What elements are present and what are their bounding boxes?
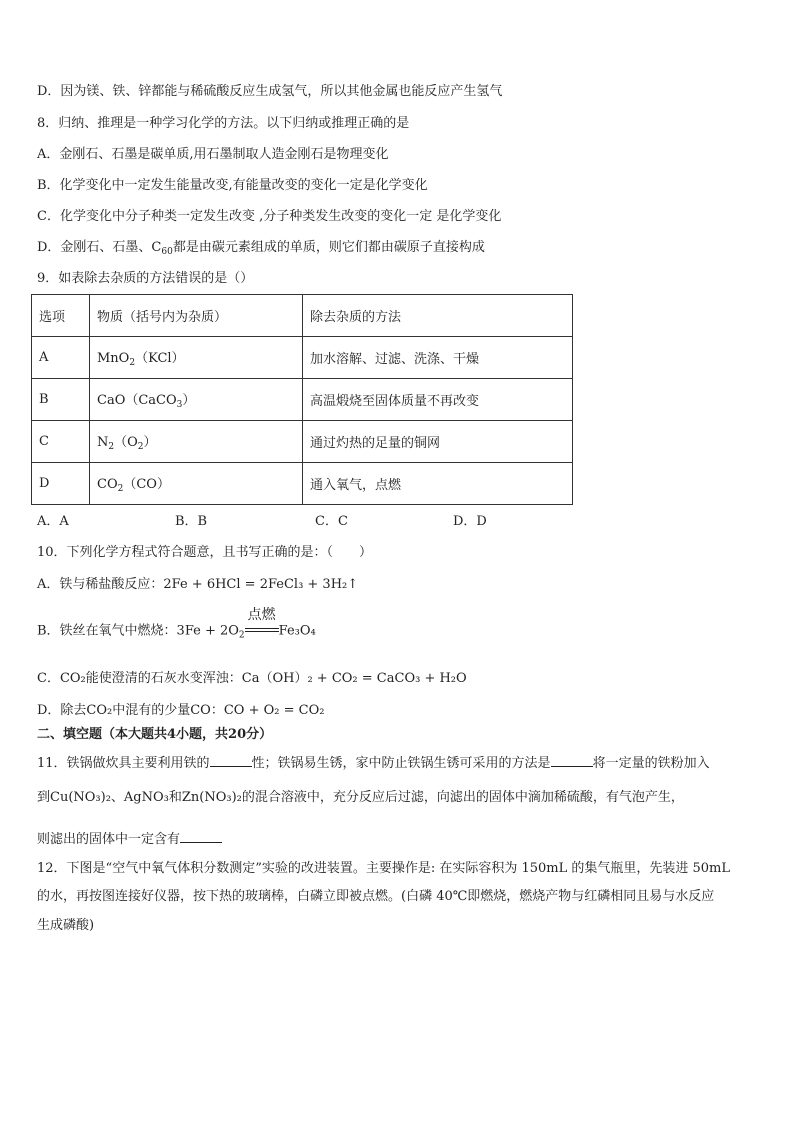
- q8-option-b: B．化学变化中一定发生能量改变,有能量改变的变化一定是化学变化: [37, 178, 428, 193]
- row-substance: MnO$_2$（KCl）: [90, 337, 303, 379]
- table-row: [32, 379, 573, 421]
- row-substance: $CO_2(CO)$: [90, 463, 303, 505]
- q12-line-3: 生成磷酸): [37, 918, 95, 933]
- answer-blank[interactable]: [180, 828, 222, 843]
- q9-stem: 9．如表除去杂质的方法错误的是（）: [37, 271, 254, 286]
- q11-line-3: 则滤出的固体中一定含有: [37, 828, 222, 849]
- q7-option-d: D．因为镁、铁、锌都能与稀硫酸反应生成氢气，所以其他金属也能反应产生氢气: [37, 84, 503, 99]
- q8d-pre: D．金刚石、石墨、C: [37, 240, 162, 255]
- q10-option-b: B．铁丝在氧气中燃烧：$3Fe + 2O_2$ 点燃 Fe₃O₄: [37, 607, 316, 641]
- row-method: 通入氧气，点燃: [303, 463, 573, 505]
- row-option: C: [32, 421, 90, 463]
- table-row: [32, 337, 573, 379]
- table-row: [32, 463, 573, 505]
- q9-option-c: C．C: [315, 514, 348, 529]
- q11-line-1: 11．铁锅做炊具主要利用铁的 性；铁锅易生锈，家中防止铁锅生锈可采用的方法是 将一定量的铁粉加入: [37, 752, 710, 773]
- row-method: 通过灼热的足量的铜网: [303, 421, 573, 463]
- q10-stem: 10．下列化学方程式符合题意，且书写正确的是：（ ）: [37, 545, 373, 560]
- q10-option-a: A．铁与稀盐酸反应：2Fe + 6HCl = 2FeCl₃ + 3H₂↑: [37, 577, 359, 592]
- q8-stem: 8．归纳、推理是一种学习化学的方法。以下归纳或推理正确的是: [37, 116, 410, 131]
- q9-table: [31, 294, 573, 505]
- section-title: 二、填空题（本大题共4小题，共20分）: [37, 727, 273, 742]
- q8d-sub: 60: [161, 247, 173, 257]
- header-option: 选项: [32, 295, 90, 337]
- q8-option-a: A．金刚石、石墨是碳单质,用石墨制取人造金刚石是物理变化: [37, 147, 389, 162]
- row-method: 高温煅烧至固体质量不再改变: [303, 379, 573, 421]
- q11-line-2: 到Cu(NO₃)₂、AgNO₃和Zn(NO₃)₂的混合溶液中，充分反应后过滤，向滤出的固体中滴加稀硫酸，有气泡产生，: [37, 790, 684, 805]
- q10-option-c: C．CO₂能使澄清的石灰水变浑浊：Ca（OH）₂ + CO₂ = CaCO₃ + H₂O: [37, 671, 467, 686]
- q12-line-1: 12．下图是“空气中氧气体积分数测定”实验的改进装置。主要操作是: 在实际容积为 150mL 的集气瓶里，先装进 50mL: [37, 861, 731, 876]
- q9-option-b: B．B: [175, 514, 208, 529]
- header-substance: 物质（括号内为杂质）: [90, 295, 303, 337]
- row-option: A: [32, 337, 90, 379]
- q10-option-d: D．除去CO₂中混有的少量CO：CO + O₂ = CO₂: [37, 703, 325, 718]
- q12-line-2: 的水，再按图连接好仪器，按下热的玻璃棒，白磷立即被点燃。(白磷 40℃即燃烧，燃烧产物与红磷相同且易与水反应: [37, 889, 715, 904]
- row-substance: CaO（CaCO$_3$）: [90, 379, 303, 421]
- row-option: B: [32, 379, 90, 421]
- reaction-condition: 点燃: [245, 622, 279, 640]
- table-row: [32, 421, 573, 463]
- answer-blank[interactable]: [210, 752, 252, 767]
- row-method: 加水溶解、过滤、洗涤、干燥: [303, 337, 573, 379]
- header-method: 除去杂质的方法: [303, 295, 573, 337]
- row-substance: $N_2(O_2)$: [90, 421, 303, 463]
- q9-option-a: A．A: [37, 514, 69, 529]
- q8-option-d: [37, 239, 485, 261]
- answer-blank[interactable]: [551, 752, 593, 767]
- row-option: D: [32, 463, 90, 505]
- q8-option-c: C．化学变化中分子种类一定发生改变 ,分子种类发生改变的变化一定 是化学变化: [37, 209, 502, 224]
- table-header-row: [32, 295, 573, 337]
- q8d-post: 都是由碳元素组成的单质，则它们都由碳原子直接构成: [172, 240, 485, 255]
- q9-option-d: D．D: [453, 514, 487, 529]
